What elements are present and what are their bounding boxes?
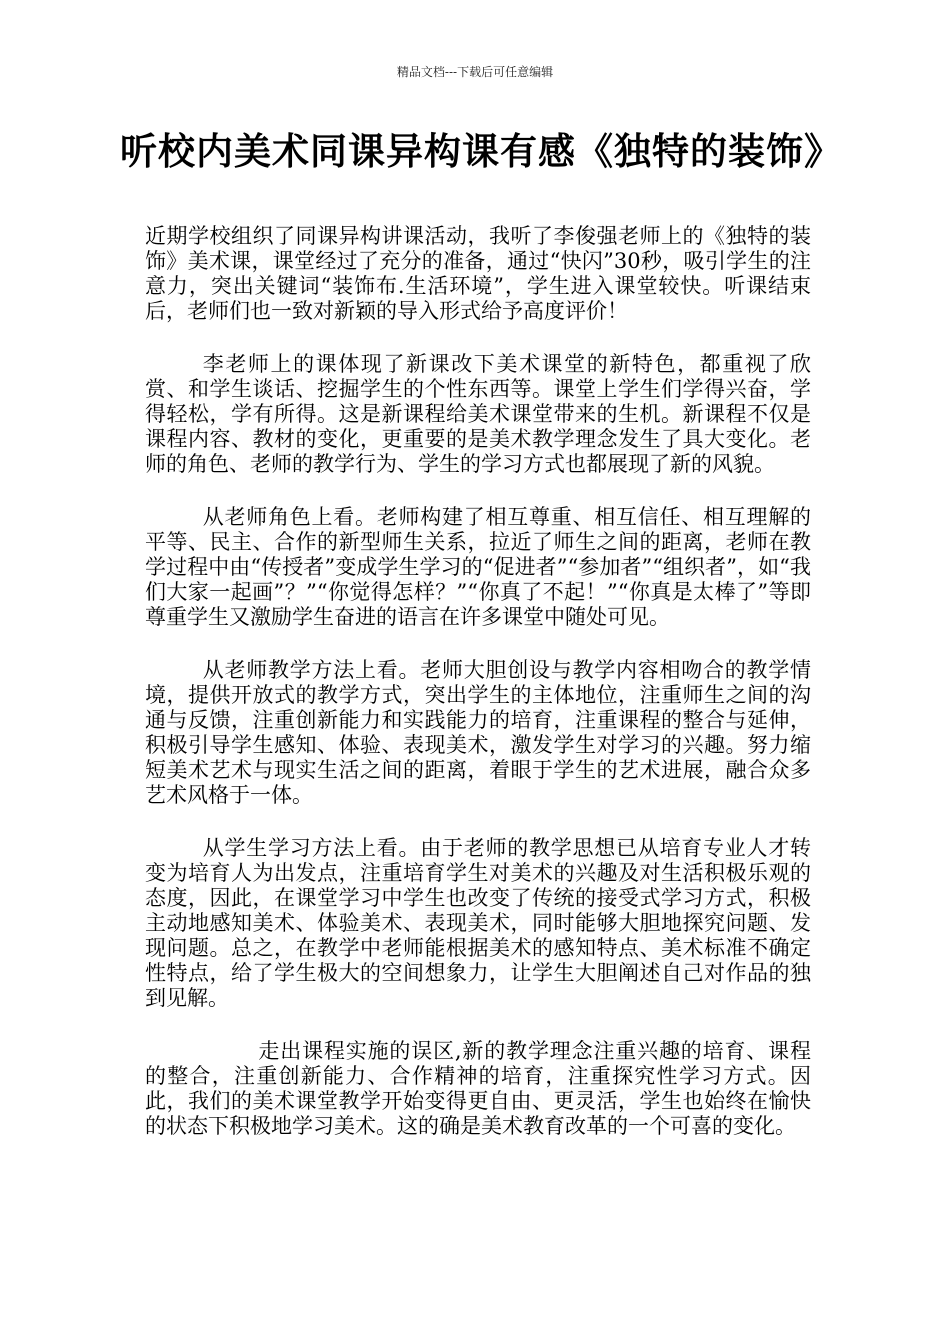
paragraph-learning-method: 从学生学习方法上看。由于老师的教学思想已从培育专业人才转变为培育人为出发点，注重培育学生对美术的兴趣及对生活积极乐观的态度，因此，在课堂学习中学生也改变了传统的接受式学习方式，积极主动地感知美术、体验美术、表现美术，同时能够大胆地探究问题、发现问题。总之，在教学中老师能根据美术的感知特点、美术标准不确定性特点，给了学生极大的空间想象力，让学生大胆阐述自己对作品的独到见解。	[145, 836, 811, 1010]
document-body	[145, 224, 811, 1167]
header-note: 精品文档---下载后可任意编辑	[396, 65, 554, 79]
document-title: 听校内美术同课异构课有感《独特的装饰》	[120, 129, 842, 173]
paragraph-teaching-method: 从老师教学方法上看。老师大胆创设与教学内容相吻合的教学情境，提供开放式的教学方式，突出学生的主体地位，注重师生之间的沟通与反馈，注重创新能力和实践能力的培育，注重课程的整合与延伸，积极引导学生感知、体验、表现美术，激发学生对学习的兴趣。努力缩短美术艺术与现实生活之间的距离，着眼于学生的艺术进展，融合众多艺术风格于一体。	[145, 658, 811, 807]
paragraph-new-features: 李老师上的课体现了新课改下美术课堂的新特色，都重视了欣赏、和学生谈话、挖掘学生的个性东西等。课堂上学生们学得兴奋，学得轻松，学有所得。这是新课程给美术课堂带来的生机。新课程不仅是课程内容、教材的变化，更重要的是美术教学理念发生了具大变化。老师的角色、老师的教学行为、学生的学习方式也都展现了新的风貌。	[145, 352, 811, 476]
paragraph-intro: 近期学校组织了同课异构讲课活动，我听了李俊强老师上的《独特的装饰》美术课，课堂经过了充分的准备，通过“快闪”30秒，吸引学生的注意力，突出关键词“装饰布.生活环境”，学生进入课堂较快。听课结束后，老师们也一致对新颖的导入形式给予高度评价！	[145, 224, 811, 323]
paragraph-teacher-role: 从老师角色上看。老师构建了相互尊重、相互信任、相互理解的平等、民主、合作的新型师生关系，拉近了师生之间的距离，老师在教学过程中由“传授者”变成学生学习的“促进者”“参加者”“组织者”，如“我们大家一起画”？”“你觉得怎样？”“你真了不起！”“你真是太棒了”等即尊重学生又激励学生奋进的语言在许多课堂中随处可见。	[145, 505, 811, 629]
paragraph-conclusion: 走出课程实施的误区,新的教学理念注重兴趣的培育、课程的整合，注重创新能力、合作精神的培育，注重探究性学习方式。因此，我们的美术课堂教学开始变得更自由、更灵活，学生也始终在愉快的状态下积极地学习美术。这的确是美术教育改革的一个可喜的变化。	[145, 1039, 811, 1138]
